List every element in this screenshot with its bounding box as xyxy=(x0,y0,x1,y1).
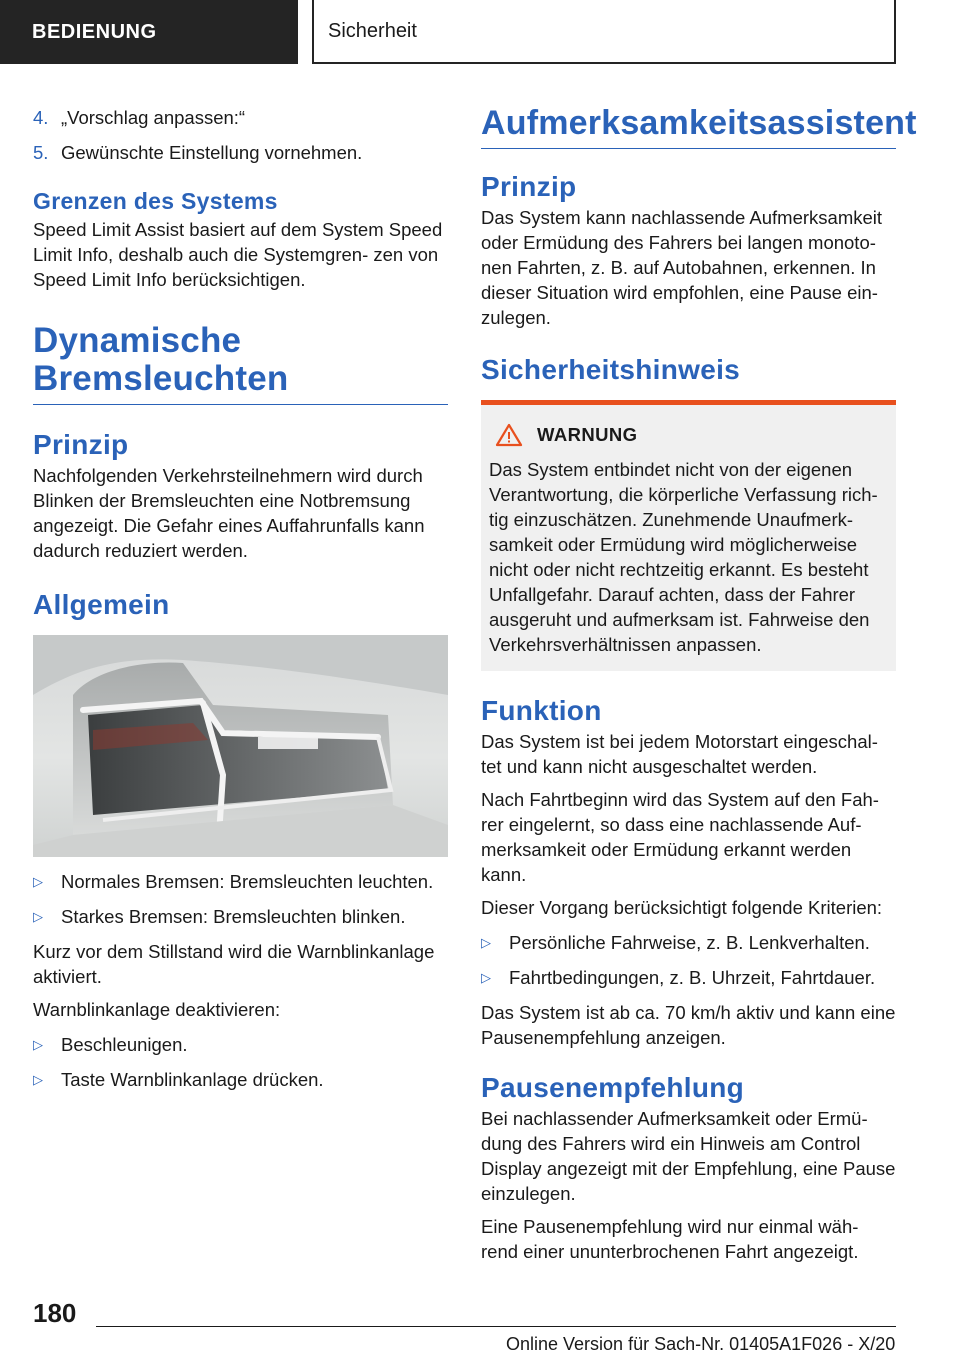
list-item xyxy=(33,904,448,929)
page-number: 180 xyxy=(33,1298,77,1328)
step-item xyxy=(33,139,448,166)
list-item-text: Beschleunigen. xyxy=(61,1034,188,1055)
step-number: 4. xyxy=(33,107,49,128)
brake-light-photo xyxy=(33,635,448,857)
right-column xyxy=(481,104,917,1272)
triangle-right-outline-icon: ▷ xyxy=(33,874,43,889)
page-header xyxy=(0,0,960,66)
allgemein-heading: Allgemein xyxy=(33,589,170,620)
prinzip-heading-right: Prinzip xyxy=(481,171,577,202)
prinzip-heading: Prinzip xyxy=(33,429,129,460)
pause-text-2: Eine Pausenempfehlung wird nur einmal wäh- rend einer ununterbrochenen Fahrt angezeigt. xyxy=(481,1216,859,1262)
grenzen-heading: Grenzen des Systems xyxy=(33,188,278,214)
tail-light-illustration xyxy=(33,635,448,857)
section-heading-aufmerksamkeit: Aufmerksamkeitsassistent xyxy=(481,104,896,149)
list-item-text: Persönliche Fahrweise, z. B. Lenkverhalten. xyxy=(509,932,870,953)
section-heading-line1: Dynamische xyxy=(33,321,242,360)
warning-box xyxy=(481,400,896,671)
grenzen-text: Speed Limit Assist basiert auf dem System Speed Limit Info, deshalb auch die Systemgren- zen von Speed Limit Info berücksichtigen. xyxy=(33,219,443,290)
list-item-text: Normales Bremsen: Bremsleuchten leuchten. xyxy=(61,871,434,892)
pause-text-1: Bei nachlassender Aufmerksamkeit oder Ermü- dung des Fahrers wird ein Hinweis am Control Display angezeigt mit der Empfehlung, eine Pause einzulegen. xyxy=(481,1108,896,1204)
step-number: 5. xyxy=(33,142,49,163)
step-text: „Vorschlag anpassen:“ xyxy=(61,107,246,128)
list-item-text: Taste Warnblinkanlage drücken. xyxy=(61,1069,324,1090)
list-item xyxy=(33,1032,448,1057)
list-item-text: Starkes Bremsen: Bremsleuchten blinken. xyxy=(61,906,406,927)
chapter-tab: Sicherheit xyxy=(312,0,896,64)
warning-text: Das System entbindet nicht von der eigenen Verantwortung, die körperliche Verfassung rich- tig einzuschätzen. Zunehmende Unaufmerk- samkeit oder Ermüdung wird möglicherweise nicht oder nicht rechtzeitig erkannt. Es besteht Unfallgefahr. Darauf achten, dass der Fahrer ausgeruht und aufmerksam ist. Fahrweise den Verkehrsverhältnissen anpassen. xyxy=(489,459,878,655)
allgemein-text-2: Warnblinkanlage deaktivieren: xyxy=(33,999,281,1020)
footer-divider xyxy=(96,1326,896,1327)
warning-label: WARNUNG xyxy=(537,424,638,445)
triangle-right-outline-icon: ▷ xyxy=(33,1072,43,1087)
section-heading-line2: Bremsleuchten xyxy=(33,359,289,398)
section-heading-bremsleuchten xyxy=(33,322,448,405)
triangle-right-outline-icon: ▷ xyxy=(33,909,43,924)
triangle-right-outline-icon: ▷ xyxy=(481,970,491,985)
funktion-text-1: Das System ist bei jedem Motorstart eingeschal- tet und kann nicht ausgeschaltet werden. xyxy=(481,731,878,777)
triangle-right-outline-icon: ▷ xyxy=(481,935,491,950)
list-item xyxy=(481,930,896,955)
prinzip-text: Nachfolgenden Verkehrsteilnehmern wird durch Blinken der Bremsleuchten eine Notbremsung angezeigt. Die Gefahr eines Auffahrunfalls kann dadurch reduziert werden. xyxy=(33,465,425,561)
funktion-text-2: Nach Fahrtbeginn wird das System auf den Fah- rer eingelernt, so dass eine nachlassende Auf- merksamkeit oder Ermüdung erkannt werden kann. xyxy=(481,789,879,885)
pausenempfehlung-heading: Pausenempfehlung xyxy=(481,1072,745,1103)
step-item xyxy=(33,104,448,131)
list-item xyxy=(33,1067,448,1092)
funktion-text-3: Dieser Vorgang berücksichtigt folgende Kriterien: xyxy=(481,897,883,918)
left-column xyxy=(33,104,448,1102)
warning-header xyxy=(489,423,886,447)
sicherheitshinweis-heading: Sicherheitshinweis xyxy=(481,354,741,385)
triangle-right-outline-icon: ▷ xyxy=(33,1037,43,1052)
funktion-heading: Funktion xyxy=(481,695,602,726)
warning-triangle-icon xyxy=(495,423,523,447)
funktion-text-4: Das System ist ab ca. 70 km/h aktiv und kann eine Pausenempfehlung anzeigen. xyxy=(481,1002,896,1048)
online-version-note: Online Version für Sach-Nr. 01405A1F026 - X/20 xyxy=(506,1334,896,1354)
list-item xyxy=(33,869,448,894)
list-item-text: Fahrtbedingungen, z. B. Uhrzeit, Fahrtdauer. xyxy=(509,967,876,988)
step-text: Gewünschte Einstellung vornehmen. xyxy=(61,142,363,163)
section-tab: BEDIENUNG xyxy=(0,0,298,64)
prinzip-text-right: Das System kann nachlassende Aufmerksamkeit oder Ermüdung des Fahrers bei langen monoto- nen Fahrten, z. B. auf Autobahnen, erkennen. In dieser Situation wird empfohlen, eine Pause ein- zulegen. xyxy=(481,207,883,328)
list-item xyxy=(481,965,896,990)
allgemein-text-1: Kurz vor dem Stillstand wird die Warnblinkanlage aktiviert. xyxy=(33,941,435,987)
